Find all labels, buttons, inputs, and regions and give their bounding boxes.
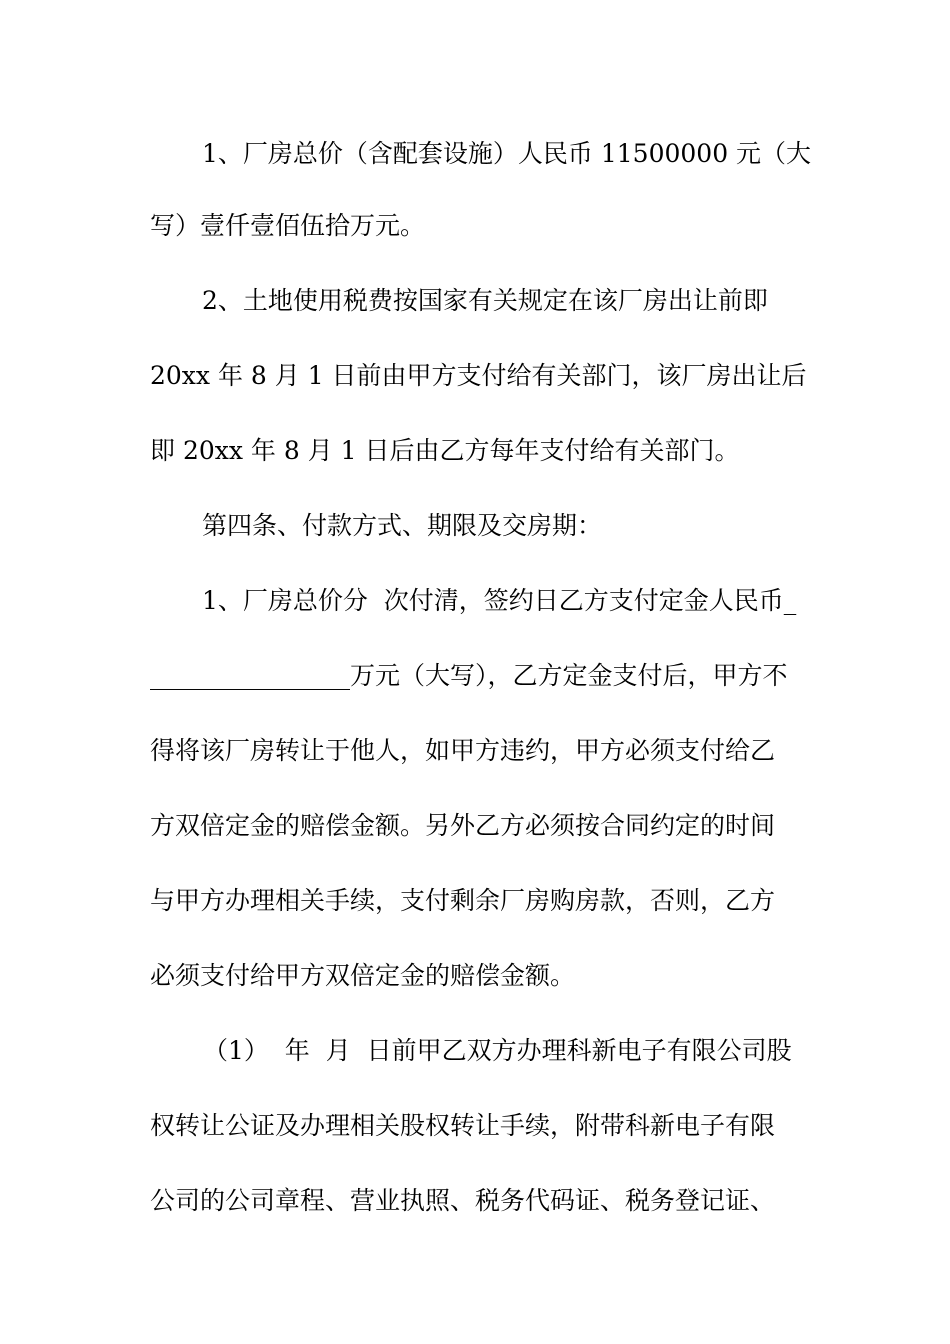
section-heading-article-4: 第四条、付款方式、期限及交房期：	[202, 511, 603, 540]
paragraph-3-line-4: 方双倍定金的赔偿金额。另外乙方必须按合同约定的时间	[150, 811, 776, 840]
paragraph-2-line-2: 20xx 年 8 月 1 日前由甲方支付给有关部门，该厂房出让后	[150, 361, 807, 390]
paragraph-4-line-3: 公司的公司章程、营业执照、税务代码证、税务登记证、	[150, 1186, 776, 1215]
paragraph-3-line-2: ________________万元（大写），乙方定金支付后，甲方不	[150, 661, 788, 690]
paragraph-3-line-6: 必须支付给甲方双倍定金的赔偿金额。	[150, 961, 576, 990]
paragraph-2-line-1: 2、土地使用税费按国家有关规定在该厂房出让前即	[202, 286, 768, 315]
paragraph-3-line-3: 得将该厂房转让于他人，如甲方违约，甲方必须支付给乙	[150, 736, 776, 765]
paragraph-4-line-1: （1） 年 月 日前甲乙双方办理科新电子有限公司股	[203, 1036, 792, 1065]
paragraph-1-line-2: 写）壹仟壹佰伍拾万元。	[150, 211, 426, 240]
paragraph-3-line-5: 与甲方办理相关手续，支付剩余厂房购房款，否则，乙方	[150, 886, 776, 915]
paragraph-4-line-2: 权转让公证及办理相关股权转让手续，附带科新电子有限	[150, 1111, 776, 1140]
paragraph-1-line-1: 1、厂房总价（含配套设施）人民币 11500000 元（大	[202, 139, 812, 168]
paragraph-3-line-1: 1、厂房总价分 次付清，签约日乙方支付定金人民币_	[202, 586, 797, 615]
paragraph-2-line-3: 即 20xx 年 8 月 1 日后由乙方每年支付给有关部门。	[150, 436, 740, 465]
